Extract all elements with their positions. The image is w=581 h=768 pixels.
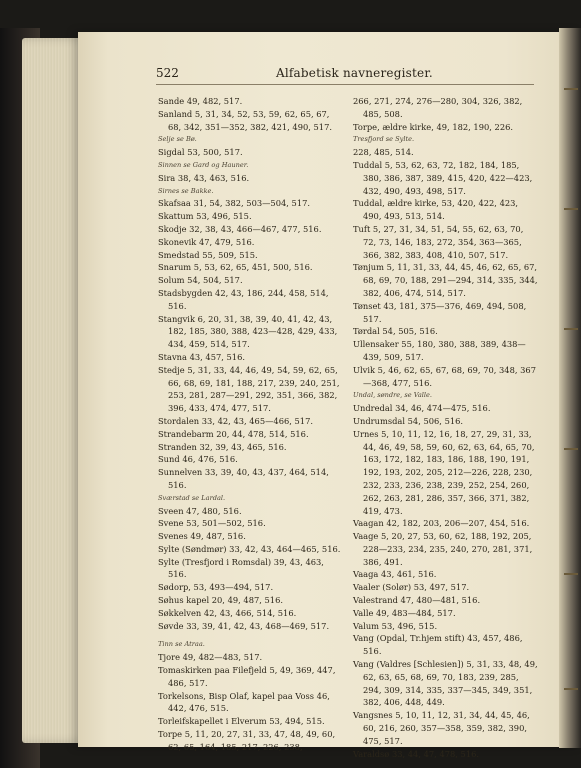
index-entry: Tørdal 54, 505, 516. <box>353 326 438 337</box>
index-entry: Ulvik 5, 46, 62, 65, 67, 68, 69, 70, 348, 367—368, 477, 516. <box>353 364 536 388</box>
index-entry: Stadsbygden 42, 43, 186, 244, 458, 514, 516. <box>158 287 329 311</box>
index-entry: Skattum 53, 496, 515. <box>158 211 252 222</box>
index-entry: Stavna 43, 457, 516. <box>158 351 245 362</box>
index-entry: Sveen 47, 480, 516. <box>158 505 242 516</box>
index-entry: Snarum 5, 53, 62, 65, 451, 500, 516. <box>158 262 313 273</box>
index-entry: Sinnen se Gard og Hauner. <box>158 160 249 169</box>
index-entry: Solum 54, 504, 517. <box>158 275 243 286</box>
index-entry: Stangvik 6, 20, 31, 38, 39, 40, 41, 42, 43, 182, 185, 380, 388, 423—428, 429, 433, 434, 459, 514, 517. <box>158 313 338 350</box>
page-number: 522 <box>156 66 179 80</box>
index-entry: Vang (Valdres [Schlesien]) 5, 31, 33, 48, 49, 62, 63, 65, 68, 69, 70, 183, 239, 285, 294, 309, 314, 335, 337—345, 349, 351, 382, 406, 448, 449. <box>353 659 538 708</box>
index-entry: 228, 485, 514. <box>353 147 414 158</box>
index-entry: Varaldsø 33, 44, 47, 478, 516. <box>353 748 480 759</box>
binding-thread <box>564 208 578 210</box>
index-entry: Stedje 5, 31, 33, 44, 46, 49, 54, 59, 62, 65, 66, 68, 69, 181, 188, 217, 239, 240, 251, 253, 281, 287—291, 292, 351, 366, 382, 396, 433, 474, 477, 517. <box>158 364 340 414</box>
index-entry: Torpe 5, 11, 20, 27, 31, 33, 47, 48, 49, 60, 62, 65, 164, 185, 217, 226, 238, <box>158 729 336 752</box>
binding-thread <box>564 328 578 330</box>
binding-gutter <box>559 28 581 748</box>
binding-thread <box>564 688 578 690</box>
index-entry: Tuft 5, 27, 31, 34, 51, 54, 55, 62, 63, 70, 72, 73, 146, 183, 272, 354, 363—365, 366, 382, 383, 408, 410, 507, 517. <box>353 223 524 260</box>
header-rule <box>156 84 534 85</box>
index-entry: Tønset 43, 181, 375—376, 469, 494, 508, 517. <box>353 300 527 324</box>
binding-thread <box>564 573 578 575</box>
index-entry: Selje se Bø. <box>158 135 197 144</box>
index-entry: 266, 271, 274, 276—280, 304, 326, 382, 485, 508. <box>353 96 523 119</box>
index-entry: Tinn se Atraa. <box>158 640 205 649</box>
index-entry: Søkkelven 42, 43, 466, 514, 516. <box>158 607 297 618</box>
index-entry: Tresfjord se Sylte. <box>353 135 415 144</box>
index-entry: Sødorp, 53, 493—494, 517. <box>158 582 274 593</box>
index-entry: Tuddal, ældre kirke, 53, 420, 422, 423, 490, 493, 513, 514. <box>353 198 519 222</box>
index-column-left <box>158 95 344 754</box>
index-entry: Sigdal 53, 500, 517. <box>158 147 243 158</box>
index-entry: Valum 53, 496, 515. <box>353 620 438 631</box>
index-entry: Torkelsons, Bisp Olaf, kapel paa Voss 46, 442, 476, 515. <box>158 690 330 714</box>
index-entry: Stordalen 33, 42, 43, 465—466, 517. <box>158 415 313 426</box>
index-entry: Undredal 34, 46, 474—475, 516. <box>353 403 491 414</box>
index-entry: Vaage 5, 20, 27, 53, 60, 62, 188, 192, 205, 228—233, 234, 235, 240, 270, 281, 371, 386, 491. <box>353 531 533 567</box>
index-entry: Sværstad se Lardal. <box>158 493 226 502</box>
index-entry: Tønjum 5, 11, 31, 33, 44, 45, 46, 62, 65, 67, 68, 69, 70, 188, 291—294, 314, 335, 344, 382, 406, 474, 514, 517. <box>353 262 538 298</box>
index-entry: Skodje 32, 38, 43, 466—467, 477, 516. <box>158 223 322 234</box>
index-entry: Søvde 33, 39, 41, 42, 43, 468—469, 517. <box>158 620 330 631</box>
index-entry: Torpe, ældre kirke, 49, 182, 190, 226. <box>353 121 514 132</box>
index-entry: Urnes 5, 10, 11, 12, 16, 18, 27, 29, 31, 33, 44, 46, 49, 58, 59, 60, 62, 63, 64, 65, 70, 163, 172, 182, 183, 186, 188, 190, 191, 192, 193, 202, 205, 212—226, 228, 230, 232, 233, 236, 238, 239, 252, 254, 260, 262, 263, 281, 286, 357, 366, 371, 382, 419, 473. <box>353 428 535 516</box>
index-column-right <box>353 95 539 760</box>
index-entry: Vangsnes 5, 10, 11, 12, 31, 34, 44, 45, 46, 60, 216, 260, 357—358, 359, 382, 390, 475, 517. <box>353 710 530 746</box>
index-entry: Undrumsdal 54, 506, 516. <box>353 415 464 426</box>
index-entry: Sande 49, 482, 517. <box>158 96 243 106</box>
index-entry: Vaagan 42, 182, 203, 206—207, 454, 516. <box>353 518 530 529</box>
index-entry: Sylte (Søndmør) 33, 42, 43, 464—465, 516. <box>158 543 341 554</box>
page-header <box>0 66 581 84</box>
index-entry: Vaaler (Solør) 53, 497, 517. <box>353 582 470 593</box>
index-entry: Smedstad 55, 509, 515. <box>158 249 258 260</box>
index-entry: Undal, søndre, se Valle. <box>353 391 433 400</box>
index-entry: Sira 38, 43, 463, 516. <box>158 172 250 183</box>
index-entry: Torleifskapellet i Elverum 53, 494, 515. <box>158 716 325 727</box>
index-entry: Sund 46, 476, 516. <box>158 454 238 465</box>
index-entry: Tomaskirken paa Filefjeld 5, 49, 369, 447, 486, 517. <box>158 665 336 688</box>
index-entry: Ullensaker 55, 180, 380, 388, 389, 438—439, 509, 517. <box>353 339 526 362</box>
index-entry: Sylte (Tresfjord i Romsdal) 39, 43, 463, 516. <box>158 556 324 580</box>
index-entry: Skonevik 47, 479, 516. <box>158 236 255 247</box>
index-entry: Søhus kapel 20, 49, 487, 516. <box>158 595 283 606</box>
index-entry: Skafsaa 31, 54, 382, 503—504, 517. <box>158 198 311 209</box>
index-entry: Sanland 5, 31, 34, 52, 53, 59, 62, 65, 67, 68, 342, 351—352, 382, 421, 490, 517. <box>158 108 332 132</box>
binding-thread <box>564 448 578 450</box>
index-entry: Sirnes se Bakke. <box>158 186 214 195</box>
index-entry: Svene 53, 501—502, 516. <box>158 518 266 529</box>
index-entry: Tjore 49, 482—483, 517. <box>158 652 263 663</box>
index-entry: Sunnelven 33, 39, 40, 43, 437, 464, 514, 516. <box>158 467 329 490</box>
index-entry: Tuddal 5, 53, 62, 63, 72, 182, 184, 185, 380, 386, 387, 389, 415, 420, 422—423, 432, 490, 493, 498, 517. <box>353 159 533 196</box>
index-entry: Valestrand 47, 480—481, 516. <box>353 595 481 606</box>
index-entry: Vaaga 43, 461, 516. <box>353 569 437 580</box>
index-entry: Vang (Opdal, Tr.hjem stift) 43, 457, 486, 516. <box>353 633 523 657</box>
index-entry: Stranden 32, 39, 43, 465, 516. <box>158 441 287 452</box>
index-entry: Svenes 49, 487, 516. <box>158 531 246 542</box>
running-head: Alfabetisk navneregister. <box>276 66 433 80</box>
index-entry: Strandebarm 20, 44, 478, 514, 516. <box>158 428 309 439</box>
binding-thread <box>564 88 578 90</box>
index-entry: Valle 49, 483—484, 517. <box>353 607 456 618</box>
